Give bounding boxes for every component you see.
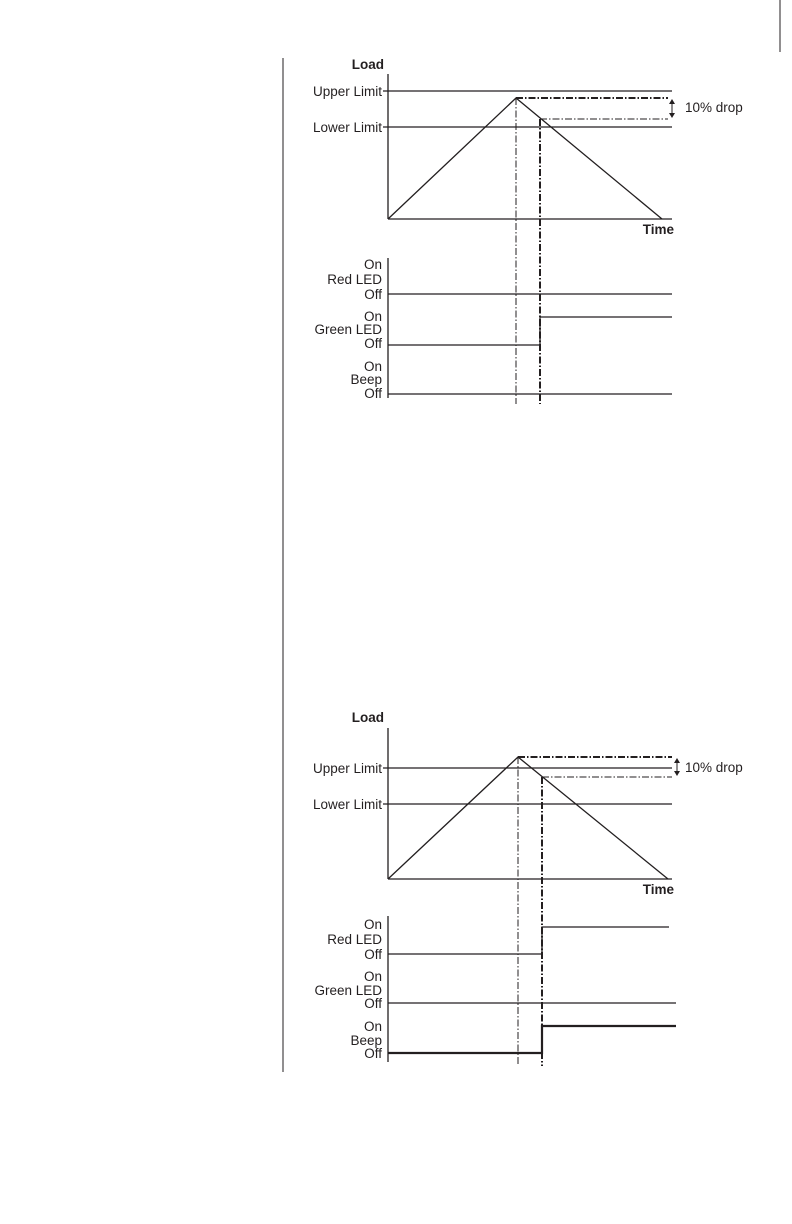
upper-limit-label: Upper Limit <box>312 84 382 99</box>
green-led-off-label: Off <box>364 996 382 1011</box>
red-led-label: Red LED <box>327 932 382 947</box>
lower-limit-label: Lower Limit <box>312 120 382 135</box>
beep-label: Beep <box>350 1033 382 1048</box>
lower-limit-label: Lower Limit <box>312 797 382 812</box>
green-led-on-label: On <box>363 969 382 984</box>
load-curve <box>388 757 668 879</box>
drop-arrow-up-head <box>674 758 680 763</box>
green-led-on-label: On <box>363 309 382 324</box>
drop-note-label: 10% drop <box>685 100 743 115</box>
drop-arrow-down-head <box>669 113 675 118</box>
signal-chart-2 <box>314 916 676 1062</box>
beep-label: Beep <box>350 372 382 387</box>
beep-off-label: Off <box>364 386 382 401</box>
diagram-2 <box>313 710 743 1066</box>
load-chart-1 <box>313 57 743 237</box>
drop-arrow-down-head <box>674 771 680 776</box>
red-led-off-label: Off <box>364 947 382 962</box>
time-axis-label: Time <box>642 882 674 897</box>
red-led-on-label: On <box>363 257 382 272</box>
beep-trace <box>388 1026 676 1053</box>
load-axis-label: Load <box>351 57 384 72</box>
green-led-off-label: Off <box>364 336 382 351</box>
drop-note-label: 10% drop <box>685 760 743 775</box>
diagram-1 <box>313 57 743 404</box>
load-curve <box>388 98 662 219</box>
red-led-off-label: Off <box>364 287 382 302</box>
drop-arrow-up-head <box>669 99 675 104</box>
load-axis-label: Load <box>351 710 384 725</box>
green-led-label: Green LED <box>314 983 382 998</box>
upper-limit-label: Upper Limit <box>312 761 382 776</box>
signal-chart-1 <box>314 257 672 401</box>
load-chart-2 <box>313 710 743 897</box>
red-led-trace <box>388 927 669 954</box>
green-led-label: Green LED <box>314 322 382 337</box>
time-axis-label: Time <box>642 222 674 237</box>
red-led-label: Red LED <box>327 272 382 287</box>
red-led-on-label: On <box>363 917 382 932</box>
beep-on-label: On <box>363 359 382 374</box>
green-led-trace <box>388 317 672 345</box>
beep-on-label: On <box>363 1019 382 1034</box>
beep-off-label: Off <box>364 1046 382 1061</box>
